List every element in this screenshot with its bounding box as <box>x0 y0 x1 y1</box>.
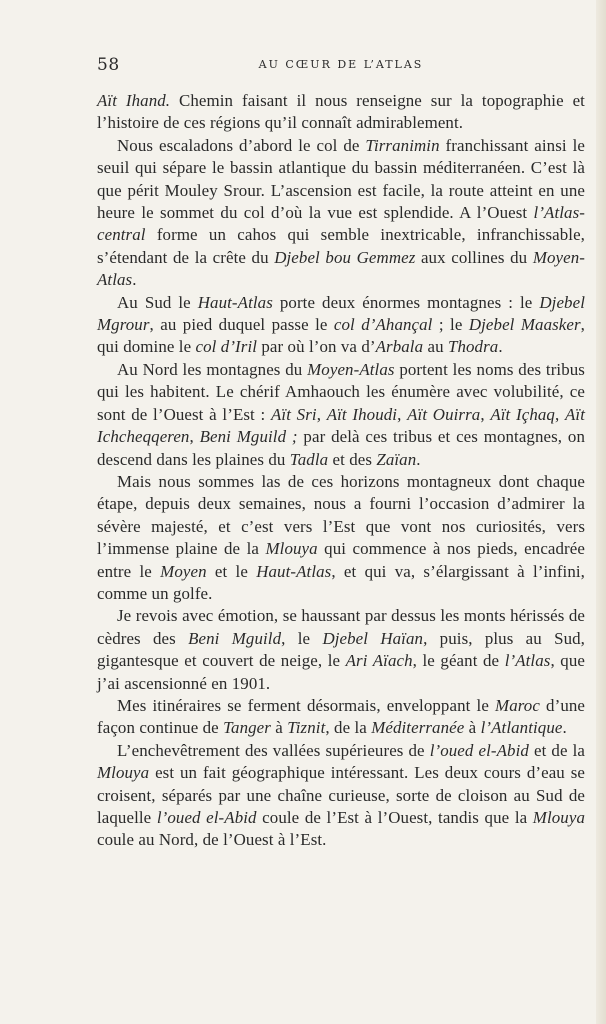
text-run: Mais nous sommes las de ces horizons montagneux dont chaque étape, depuis deux semaines, nous a fourni l’occasion d’admirer la sévère majesté, et c’est vers l’Est que vont nos curiosités, vers l’immense plaine de la <box>97 471 585 559</box>
page-header <box>97 55 585 79</box>
paragraph-1 <box>97 90 585 135</box>
text-run: , <box>480 404 491 424</box>
italic-term: Tirranimin <box>365 135 440 155</box>
italic-term: Mlouya <box>532 808 585 827</box>
text-run: Chemin faisant il nous renseigne sur la topographie et l’histoire de ces régions qu’il connaît admirablement. <box>97 91 585 133</box>
text-run: qui commence à nos pieds, encadrée entre le <box>97 539 585 581</box>
text-run: est un fait géographique intéressant. Les deux cours d’eau se croisent, séparés par une chaîne curieuse, sorte de cloison au Sud de laquelle <box>97 763 585 827</box>
text-run: , le géant de <box>412 651 505 671</box>
text-run: d’une façon continue de <box>97 695 586 738</box>
italic-term: Aït Ihoudi <box>326 404 398 424</box>
italic-term: Aït Ihand. <box>97 91 171 110</box>
italic-term: Aït Sri <box>270 404 317 424</box>
text-run: porte deux énormes montagnes : le <box>272 292 540 312</box>
italic-term: Moyen-Atlas <box>97 247 585 290</box>
italic-term: l’Atlas-central <box>97 203 585 245</box>
italic-term: l’oued el-Abid <box>429 740 529 760</box>
italic-term: Moyen <box>160 561 207 581</box>
text-run: à <box>270 718 288 738</box>
running-title: AU CŒUR DE L’ATLAS <box>258 58 424 71</box>
italic-term: Aït Ichcheqqeren <box>97 404 586 447</box>
text-run: ; le <box>432 315 469 335</box>
italic-term: Djebel bou Gemmez <box>274 247 416 267</box>
italic-term: Haut-Atlas <box>197 292 273 312</box>
text-run: , <box>554 404 565 424</box>
italic-term: Tanger <box>223 718 271 738</box>
text-run: par où l’on va d’ <box>257 337 376 357</box>
italic-term: Mlouya <box>265 539 318 559</box>
paragraph-7 <box>97 695 585 740</box>
page-edge <box>596 0 606 1024</box>
paragraph-6 <box>97 605 585 695</box>
text-run: et des <box>328 449 377 469</box>
paragraph-3 <box>97 292 585 359</box>
text-run: et le <box>206 561 257 581</box>
text-run: Au Nord les montagnes du <box>117 359 308 379</box>
paragraph-8 <box>97 740 585 852</box>
italic-term: l’oued el-Abid <box>156 808 257 827</box>
text-run: , au pied duquel passe le <box>149 315 334 335</box>
text-run: Je revois avec émotion, se haussant par dessus les monts hérissés de cèdres des <box>97 606 585 648</box>
italic-term: col d’Ahançal <box>333 315 433 335</box>
italic-term: Beni Mguild <box>188 628 282 648</box>
italic-term: Maroc <box>495 695 540 715</box>
italic-term: Djebel Mgrour <box>97 292 585 335</box>
text-run: franchissant ainsi le seuil qui sépare le bassin atlantique du bassin méditerranéen. C’est là que périt Mouley Srour. L’ascension est facile, la route atteint en une heure le sommet du col d’où la vue est splendide. A l’Ouest <box>97 135 585 223</box>
italic-term: Tiznit <box>287 718 326 738</box>
text-run: par delà ces tribus et ces montagnes, on descend dans les plaines du <box>97 427 585 469</box>
italic-term: Thodra <box>447 337 499 357</box>
text-run: , qui domine le <box>97 315 585 357</box>
italic-term: Tadla <box>289 449 329 469</box>
text-run: . <box>416 449 421 469</box>
italic-term: Méditerranée <box>371 718 465 738</box>
paragraph-2 <box>97 135 585 292</box>
body-text <box>97 90 585 852</box>
italic-term: Zaïan <box>376 449 417 469</box>
text-run: , <box>316 404 327 424</box>
paragraph-5 <box>97 471 585 605</box>
text-run: coule de l’Est à l’Ouest, tandis que la <box>256 808 533 827</box>
text-run: , puis, plus au Sud, gigantesque et couvert de neige, le <box>97 628 586 671</box>
text-run: Nous escaladons d’abord le col de <box>117 135 366 155</box>
text-run: , le <box>281 628 323 648</box>
italic-term: Haut-Atlas <box>256 561 332 581</box>
italic-term: Beni Mguild ; <box>199 427 298 447</box>
text-run: , <box>189 427 200 447</box>
text-run: coule au Nord, de l’Ouest à l’Est. <box>97 830 327 850</box>
italic-term: Ari Aïach <box>345 651 413 671</box>
italic-term: Mlouya <box>97 763 150 783</box>
text-run: portent les noms des tribus qui les habitent. Le chérif Amhaouch les énumère avec volubilité, ce sont de l’Ouest à l’Est : <box>97 359 585 424</box>
italic-term: Moyen-Atlas <box>307 359 395 379</box>
text-run: , de la <box>325 718 372 738</box>
text-run: aux collines du <box>415 247 533 267</box>
text-run: Au Sud le <box>117 292 198 312</box>
text-run: . <box>498 337 503 357</box>
italic-term: Aït Içhaq <box>490 404 555 424</box>
text-run: à <box>464 718 481 738</box>
text-run: forme un cahos qui semble inextricable, infranchissable, s’étendant de la crête du <box>97 225 585 267</box>
text-run: et de la <box>528 740 585 760</box>
page-number: 58 <box>97 55 120 75</box>
italic-term: Djebel Maasker <box>468 315 581 335</box>
text-run: . <box>132 270 137 290</box>
text-run: . <box>562 718 567 738</box>
text-run: , et qui va, s’élargissant à l’infini, comme un golfe. <box>97 561 586 603</box>
italic-term: Djebel Haïan <box>322 628 424 648</box>
text-run: L’enchevêtrement des vallées supérieures de <box>117 740 430 760</box>
italic-term: l’Atlas <box>504 651 551 671</box>
text-run: Mes itinéraires se ferment désormais, enveloppant le <box>117 695 496 715</box>
italic-term: Aït Ouirra <box>407 404 481 424</box>
paragraph-4 <box>97 359 585 471</box>
italic-term: col d’Iril <box>195 337 258 357</box>
italic-term: l’Atlantique <box>480 718 563 738</box>
italic-term: Arbala <box>375 337 424 357</box>
text-run: , <box>397 404 408 424</box>
text-run: au <box>423 337 448 357</box>
text-run: , que j’ai ascensionné en 1901. <box>97 651 585 693</box>
